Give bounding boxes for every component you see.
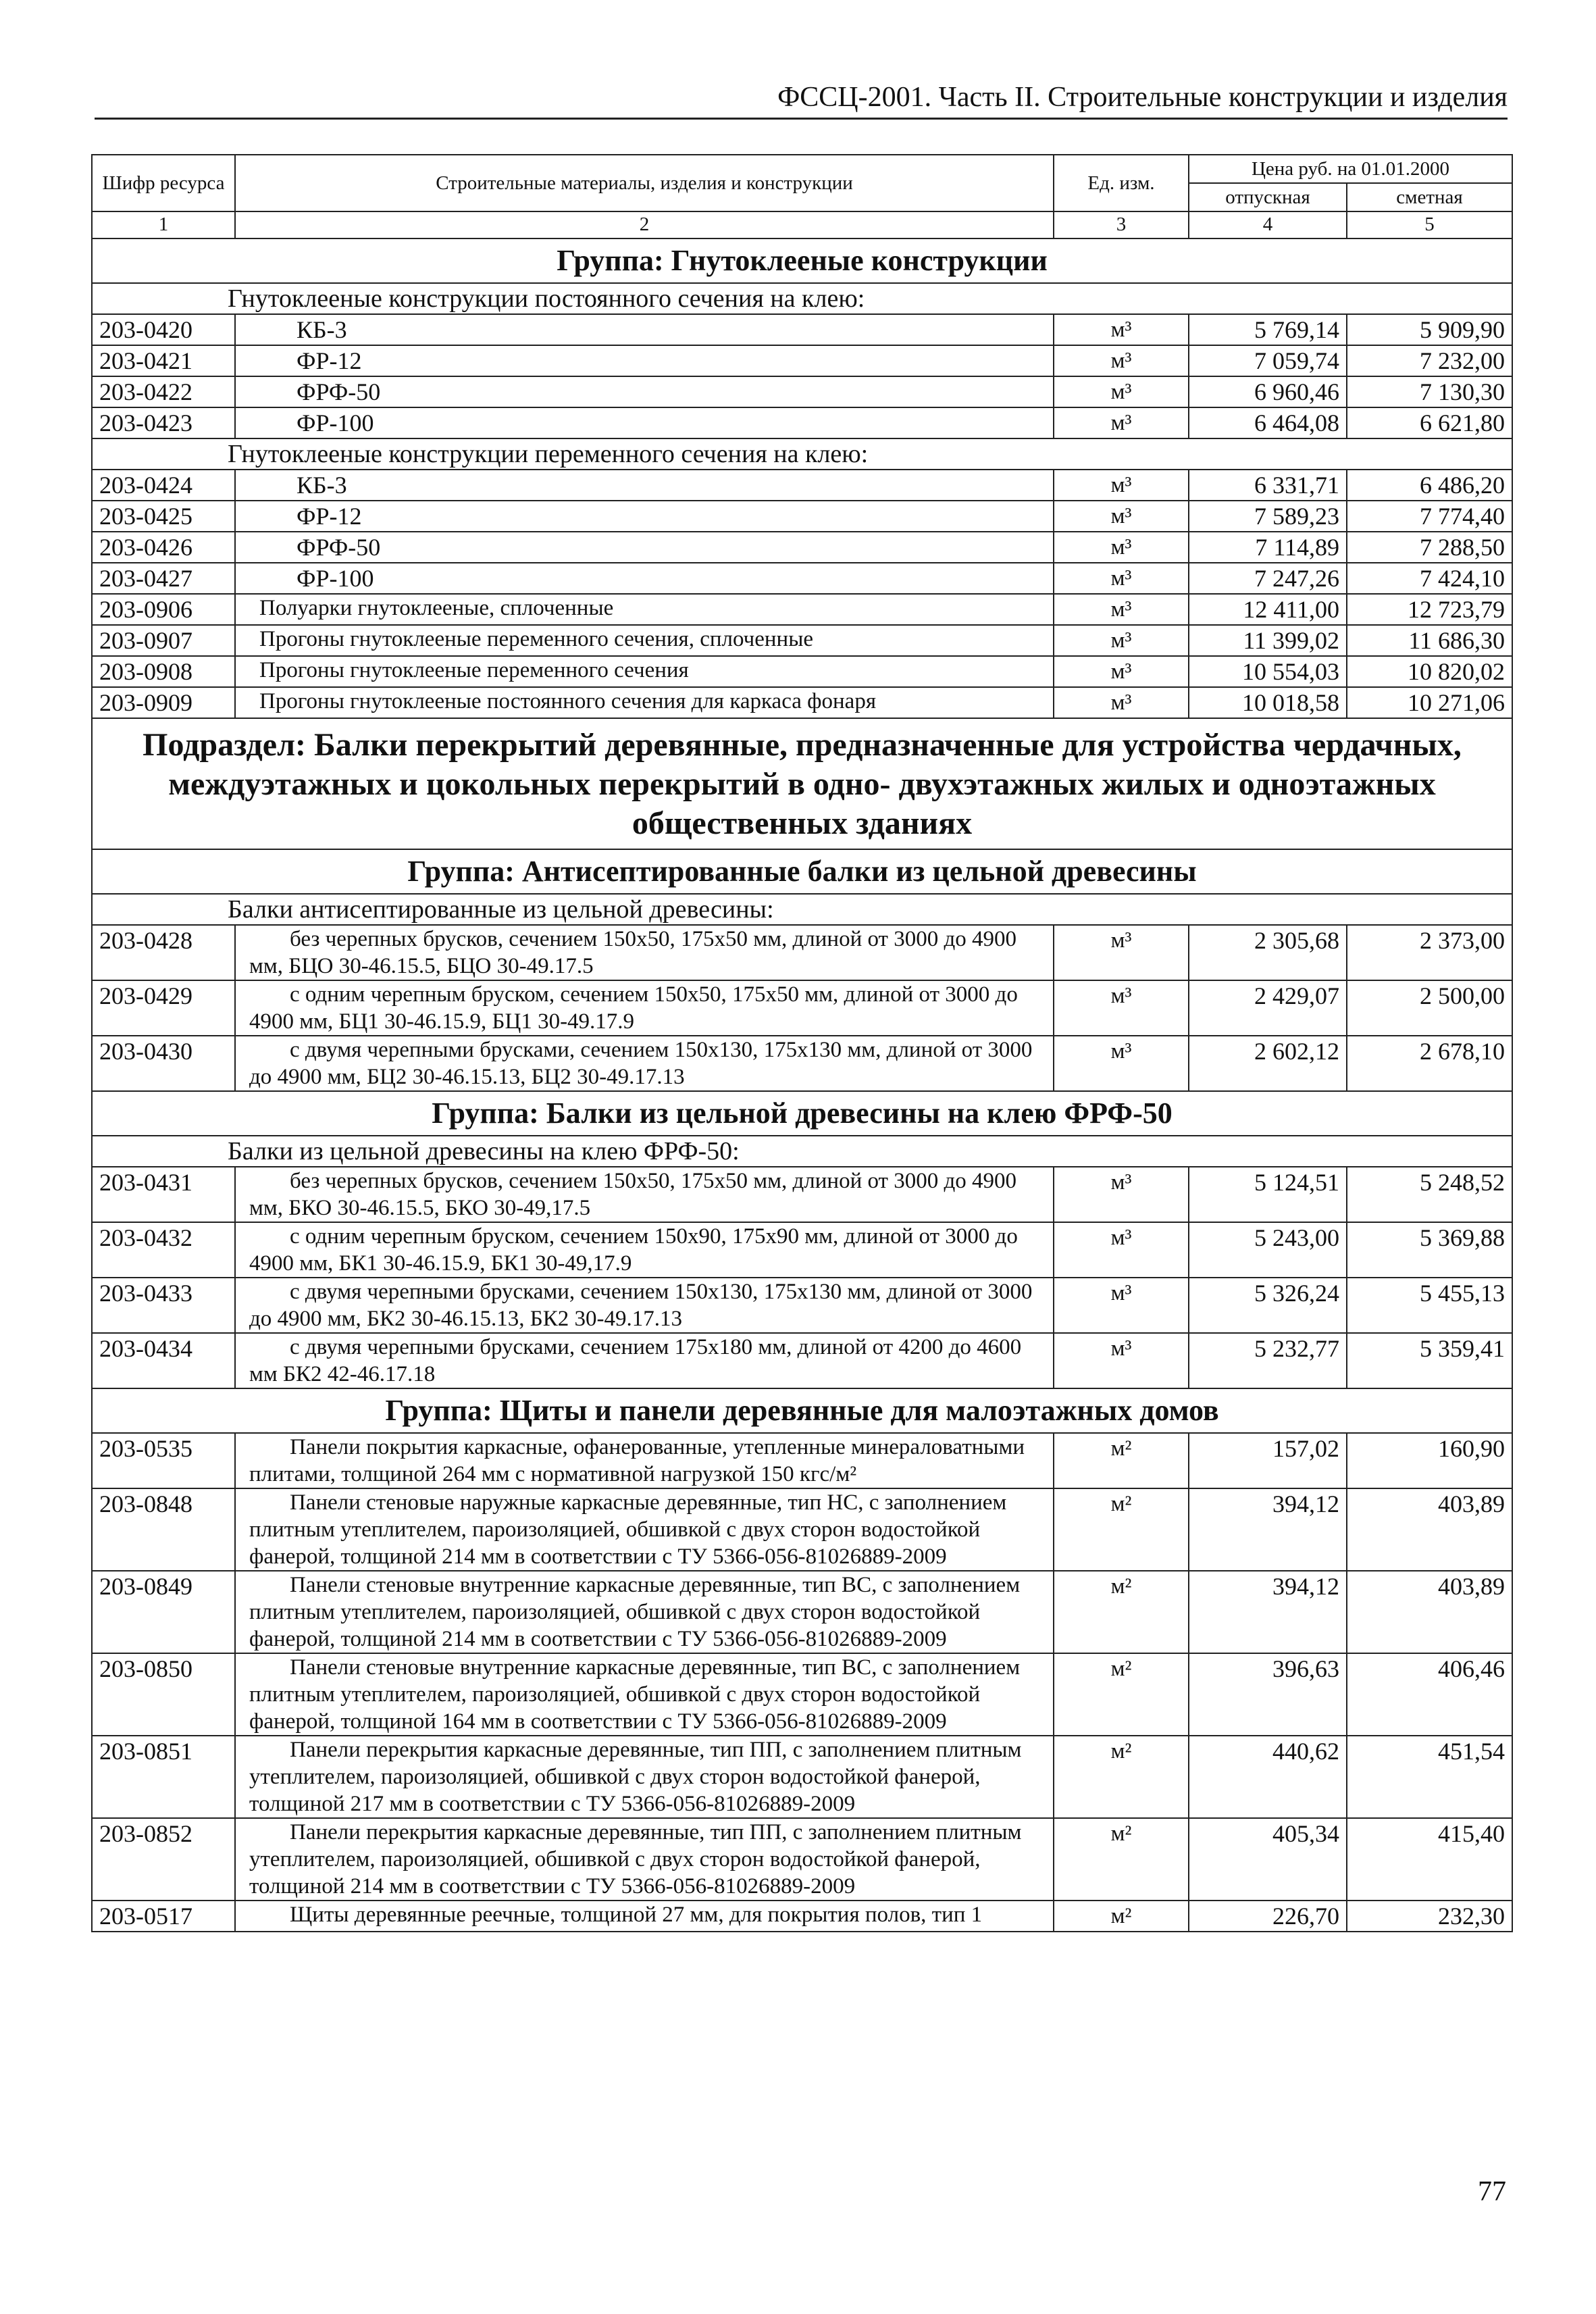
resource-code: 203-0906 <box>92 594 235 625</box>
unit-of-measure: м³ <box>1054 1167 1189 1222</box>
column-header-price: Цена руб. на 01.01.2000 <box>1189 155 1512 183</box>
column-number: 3 <box>1054 211 1189 238</box>
unit-of-measure: м² <box>1054 1653 1189 1736</box>
table-row <box>92 1901 1512 1932</box>
table-row <box>92 345 1512 376</box>
release-price: 405,34 <box>1189 1818 1347 1901</box>
material-name: без черепных брусков, сечением 150х50, 175х50 мм, длиной от 3000 до 4900 мм, БЦО 30-46.15.5, БЦО 30-49.17.5 <box>235 925 1054 980</box>
table-row <box>92 532 1512 563</box>
column-number: 5 <box>1347 211 1512 238</box>
resource-code: 203-0849 <box>92 1571 235 1653</box>
subsection-title: Подраздел: Балки перекрытий деревянные, предназначенные для устройства чердачных, междуэтажных и цокольных перекрытий в одно- двухэтажных жилых и одноэтажных общественных зданиях <box>92 718 1512 849</box>
release-price: 394,12 <box>1189 1571 1347 1653</box>
subgroup-heading: Гнутоклееные конструкции постоянного сечения на клею: <box>92 283 1512 314</box>
resource-code: 203-0423 <box>92 407 235 438</box>
resource-code: 203-0421 <box>92 345 235 376</box>
page-header-title: ФССЦ-2001. Часть II. Строительные конструкции и изделия <box>777 82 1508 113</box>
material-name: Полуарки гнутоклееные, сплоченные <box>235 594 1054 625</box>
page-number: 77 <box>1478 2176 1506 2207</box>
release-price: 440,62 <box>1189 1736 1347 1818</box>
table-row <box>92 1818 1512 1901</box>
column-header-code: Шифр ресурса <box>92 155 235 211</box>
material-name: с одним черепным бруском, сечением 150х90, 175х90 мм, длиной от 3000 до 4900 мм, БК1 30-46.15.9, БК1 30-49,17.9 <box>235 1222 1054 1278</box>
estimate-price: 10 820,02 <box>1347 656 1512 687</box>
group-title-row <box>92 238 1512 283</box>
unit-of-measure: м² <box>1054 1571 1189 1653</box>
table-row <box>92 625 1512 656</box>
group-title-row <box>92 1091 1512 1136</box>
subsection-title-row <box>92 718 1512 849</box>
resource-code: 203-0426 <box>92 532 235 563</box>
resource-code: 203-0850 <box>92 1653 235 1736</box>
unit-of-measure: м³ <box>1054 1222 1189 1278</box>
unit-of-measure: м³ <box>1054 1036 1189 1091</box>
release-price: 10 554,03 <box>1189 656 1347 687</box>
material-name: КБ-3 <box>235 314 1054 345</box>
table-row <box>92 1036 1512 1091</box>
estimate-price: 451,54 <box>1347 1736 1512 1818</box>
material-name: Панели стеновые наружные каркасные деревянные, тип НС, с заполнением плитным утеплителем, пароизоляцией, обшивкой с двух сторон водостойкой фанерой, толщиной 214 мм в соответствии с ТУ 5366-056-81026889-2009 <box>235 1488 1054 1571</box>
material-name: Прогоны гнутоклееные переменного сечения, сплоченные <box>235 625 1054 656</box>
release-price: 6 331,71 <box>1189 470 1347 501</box>
subgroup-heading-row <box>92 283 1512 314</box>
material-name: ФР-12 <box>235 345 1054 376</box>
resource-code: 203-0424 <box>92 470 235 501</box>
column-number: 4 <box>1189 211 1347 238</box>
material-name: Щиты деревянные реечные, толщиной 27 мм, для покрытия полов, тип 1 <box>235 1901 1054 1932</box>
estimate-price: 2 373,00 <box>1347 925 1512 980</box>
unit-of-measure: м³ <box>1054 470 1189 501</box>
resource-code: 203-0433 <box>92 1278 235 1333</box>
unit-of-measure: м³ <box>1054 687 1189 718</box>
unit-of-measure: м³ <box>1054 625 1189 656</box>
resource-code: 203-0908 <box>92 656 235 687</box>
material-name: без черепных брусков, сечением 150х50, 175х50 мм, длиной от 3000 до 4900 мм, БКО 30-46.15.5, БКО 30-49,17.5 <box>235 1167 1054 1222</box>
unit-of-measure: м³ <box>1054 314 1189 345</box>
material-name: с двумя черепными брусками, сечением 150х130, 175х130 мм, длиной от 3000 до 4900 мм, БЦ2 30-46.15.13, БЦ2 30-49.17.13 <box>235 1036 1054 1091</box>
release-price: 2 429,07 <box>1189 980 1347 1036</box>
resource-code: 203-0909 <box>92 687 235 718</box>
release-price: 157,02 <box>1189 1433 1347 1488</box>
subgroup-heading-row <box>92 1136 1512 1167</box>
resource-code: 203-0422 <box>92 376 235 407</box>
material-name: Панели стеновые внутренние каркасные деревянные, тип ВС, с заполнением плитным утеплителем, пароизоляцией, обшивкой с двух сторон водостойкой фанерой, толщиной 164 мм в соответствии с ТУ 5366-056-81026889-2009 <box>235 1653 1054 1736</box>
estimate-price: 5 248,52 <box>1347 1167 1512 1222</box>
release-price: 5 243,00 <box>1189 1222 1347 1278</box>
estimate-price: 7 288,50 <box>1347 532 1512 563</box>
material-name: ФРФ-50 <box>235 532 1054 563</box>
resource-code: 203-0431 <box>92 1167 235 1222</box>
resource-code: 203-0517 <box>92 1901 235 1932</box>
group-title: Группа: Гнутоклееные конструкции <box>92 238 1512 283</box>
estimate-price: 7 232,00 <box>1347 345 1512 376</box>
release-price: 6 464,08 <box>1189 407 1347 438</box>
column-number: 1 <box>92 211 235 238</box>
estimate-price: 7 424,10 <box>1347 563 1512 594</box>
unit-of-measure: м³ <box>1054 594 1189 625</box>
group-title-row <box>92 849 1512 894</box>
estimate-price: 2 500,00 <box>1347 980 1512 1036</box>
release-price: 7 059,74 <box>1189 345 1347 376</box>
unit-of-measure: м³ <box>1054 345 1189 376</box>
release-price: 7 114,89 <box>1189 532 1347 563</box>
estimate-price: 10 271,06 <box>1347 687 1512 718</box>
column-number-row <box>92 211 1512 238</box>
estimate-price: 5 359,41 <box>1347 1333 1512 1388</box>
unit-of-measure: м³ <box>1054 1333 1189 1388</box>
release-price: 5 232,77 <box>1189 1333 1347 1388</box>
release-price: 10 018,58 <box>1189 687 1347 718</box>
release-price: 6 960,46 <box>1189 376 1347 407</box>
table-row <box>92 1167 1512 1222</box>
group-title: Группа: Щиты и панели деревянные для малоэтажных домов <box>92 1388 1512 1433</box>
page-header <box>95 80 1508 120</box>
release-price: 226,70 <box>1189 1901 1347 1932</box>
release-price: 2 602,12 <box>1189 1036 1347 1091</box>
column-header-name: Строительные материалы, изделия и конструкции <box>235 155 1054 211</box>
material-name: КБ-3 <box>235 470 1054 501</box>
resource-code: 203-0848 <box>92 1488 235 1571</box>
estimate-price: 5 455,13 <box>1347 1278 1512 1333</box>
table-row <box>92 980 1512 1036</box>
table-row <box>92 1488 1512 1571</box>
unit-of-measure: м³ <box>1054 501 1189 532</box>
table-row <box>92 563 1512 594</box>
release-price: 7 247,26 <box>1189 563 1347 594</box>
table-body <box>92 238 1512 1932</box>
subgroup-heading: Гнутоклееные конструкции переменного сечения на клею: <box>92 438 1512 470</box>
resource-code: 203-0429 <box>92 980 235 1036</box>
resource-code: 203-0852 <box>92 1818 235 1901</box>
estimate-price: 6 621,80 <box>1347 407 1512 438</box>
group-title: Группа: Балки из цельной древесины на клею ФРФ-50 <box>92 1091 1512 1136</box>
table-row <box>92 407 1512 438</box>
estimate-price: 5 369,88 <box>1347 1222 1512 1278</box>
table-row <box>92 376 1512 407</box>
unit-of-measure: м³ <box>1054 563 1189 594</box>
estimate-price: 2 678,10 <box>1347 1036 1512 1091</box>
column-header-release: отпускная <box>1189 183 1347 211</box>
table-row <box>92 656 1512 687</box>
unit-of-measure: м³ <box>1054 376 1189 407</box>
table-row <box>92 470 1512 501</box>
unit-of-measure: м³ <box>1054 980 1189 1036</box>
column-header-unit: Ед. изм. <box>1054 155 1189 211</box>
table-row <box>92 1222 1512 1278</box>
table-row <box>92 1736 1512 1818</box>
material-name: с одним черепным бруском, сечением 150х50, 175х50 мм, длиной от 3000 до 4900 мм, БЦ1 30-46.15.9, БЦ1 30-49.17.9 <box>235 980 1054 1036</box>
unit-of-measure: м³ <box>1054 532 1189 563</box>
resource-code: 203-0427 <box>92 563 235 594</box>
estimate-price: 415,40 <box>1347 1818 1512 1901</box>
unit-of-measure: м³ <box>1054 656 1189 687</box>
resource-code: 203-0434 <box>92 1333 235 1388</box>
estimate-price: 403,89 <box>1347 1571 1512 1653</box>
estimate-price: 7 774,40 <box>1347 501 1512 532</box>
price-table <box>91 154 1513 1932</box>
subgroup-heading: Балки антисептированные из цельной древесины: <box>92 894 1512 925</box>
unit-of-measure: м² <box>1054 1433 1189 1488</box>
unit-of-measure: м² <box>1054 1901 1189 1932</box>
material-name: Панели перекрытия каркасные деревянные, тип ПП, с заполнением плитным утеплителем, пароизоляцией, обшивкой с двух сторон водостойкой фанерой, толщиной 214 мм в соответствии с ТУ 5366-056-81026889-2009 <box>235 1818 1054 1901</box>
table-row <box>92 925 1512 980</box>
resource-code: 203-0535 <box>92 1433 235 1488</box>
material-name: Прогоны гнутоклееные переменного сечения <box>235 656 1054 687</box>
table-row <box>92 1653 1512 1736</box>
resource-code: 203-0430 <box>92 1036 235 1091</box>
subgroup-heading-row <box>92 894 1512 925</box>
group-title: Группа: Антисептированные балки из цельной древесины <box>92 849 1512 894</box>
estimate-price: 160,90 <box>1347 1433 1512 1488</box>
resource-code: 203-0425 <box>92 501 235 532</box>
material-name: с двумя черепными брусками, сечением 175х180 мм, длиной от 4200 до 4600 мм БК2 42-46.17.18 <box>235 1333 1054 1388</box>
resource-code: 203-0907 <box>92 625 235 656</box>
estimate-price: 11 686,30 <box>1347 625 1512 656</box>
release-price: 2 305,68 <box>1189 925 1347 980</box>
material-name: Панели покрытия каркасные, офанерованные, утепленные минераловатными плитами, толщиной 264 мм с нормативной нагрузкой 150 кгс/м² <box>235 1433 1054 1488</box>
unit-of-measure: м² <box>1054 1488 1189 1571</box>
table-row <box>92 687 1512 718</box>
material-name: с двумя черепными брусками, сечением 150х130, 175х130 мм, длиной от 3000 до 4900 мм, БК2 30-46.15.13, БК2 30-49.17.13 <box>235 1278 1054 1333</box>
unit-of-measure: м² <box>1054 1736 1189 1818</box>
group-title-row <box>92 1388 1512 1433</box>
material-name: ФРФ-50 <box>235 376 1054 407</box>
unit-of-measure: м³ <box>1054 925 1189 980</box>
table-row <box>92 1571 1512 1653</box>
estimate-price: 7 130,30 <box>1347 376 1512 407</box>
release-price: 5 769,14 <box>1189 314 1347 345</box>
material-name: Панели перекрытия каркасные деревянные, тип ПП, с заполнением плитным утеплителем, пароизоляцией, обшивкой с двух сторон водостойкой фанерой, толщиной 217 мм в соответствии с ТУ 5366-056-81026889-2009 <box>235 1736 1054 1818</box>
estimate-price: 6 486,20 <box>1347 470 1512 501</box>
resource-code: 203-0420 <box>92 314 235 345</box>
resource-code: 203-0428 <box>92 925 235 980</box>
estimate-price: 5 909,90 <box>1347 314 1512 345</box>
table-row <box>92 501 1512 532</box>
material-name: ФР-100 <box>235 563 1054 594</box>
release-price: 5 124,51 <box>1189 1167 1347 1222</box>
table-row <box>92 1278 1512 1333</box>
unit-of-measure: м³ <box>1054 407 1189 438</box>
release-price: 7 589,23 <box>1189 501 1347 532</box>
resource-code: 203-0851 <box>92 1736 235 1818</box>
estimate-price: 406,46 <box>1347 1653 1512 1736</box>
table-row <box>92 314 1512 345</box>
material-name: ФР-100 <box>235 407 1054 438</box>
estimate-price: 232,30 <box>1347 1901 1512 1932</box>
unit-of-measure: м³ <box>1054 1278 1189 1333</box>
material-name: ФР-12 <box>235 501 1054 532</box>
subgroup-heading-row <box>92 438 1512 470</box>
resource-code: 203-0432 <box>92 1222 235 1278</box>
subgroup-heading: Балки из цельной древесины на клею ФРФ-50: <box>92 1136 1512 1167</box>
release-price: 5 326,24 <box>1189 1278 1347 1333</box>
estimate-price: 12 723,79 <box>1347 594 1512 625</box>
release-price: 11 399,02 <box>1189 625 1347 656</box>
column-number: 2 <box>235 211 1054 238</box>
release-price: 12 411,00 <box>1189 594 1347 625</box>
table-row <box>92 1433 1512 1488</box>
unit-of-measure: м² <box>1054 1818 1189 1901</box>
column-header-estimate: сметная <box>1347 183 1512 211</box>
estimate-price: 403,89 <box>1347 1488 1512 1571</box>
material-name: Панели стеновые внутренние каркасные деревянные, тип ВС, с заполнением плитным утеплителем, пароизоляцией, обшивкой с двух сторон водостойкой фанерой, толщиной 214 мм в соответствии с ТУ 5366-056-81026889-2009 <box>235 1571 1054 1653</box>
release-price: 394,12 <box>1189 1488 1347 1571</box>
release-price: 396,63 <box>1189 1653 1347 1736</box>
material-name: Прогоны гнутоклееные постоянного сечения для каркаса фонаря <box>235 687 1054 718</box>
table-row <box>92 1333 1512 1388</box>
table-row <box>92 594 1512 625</box>
